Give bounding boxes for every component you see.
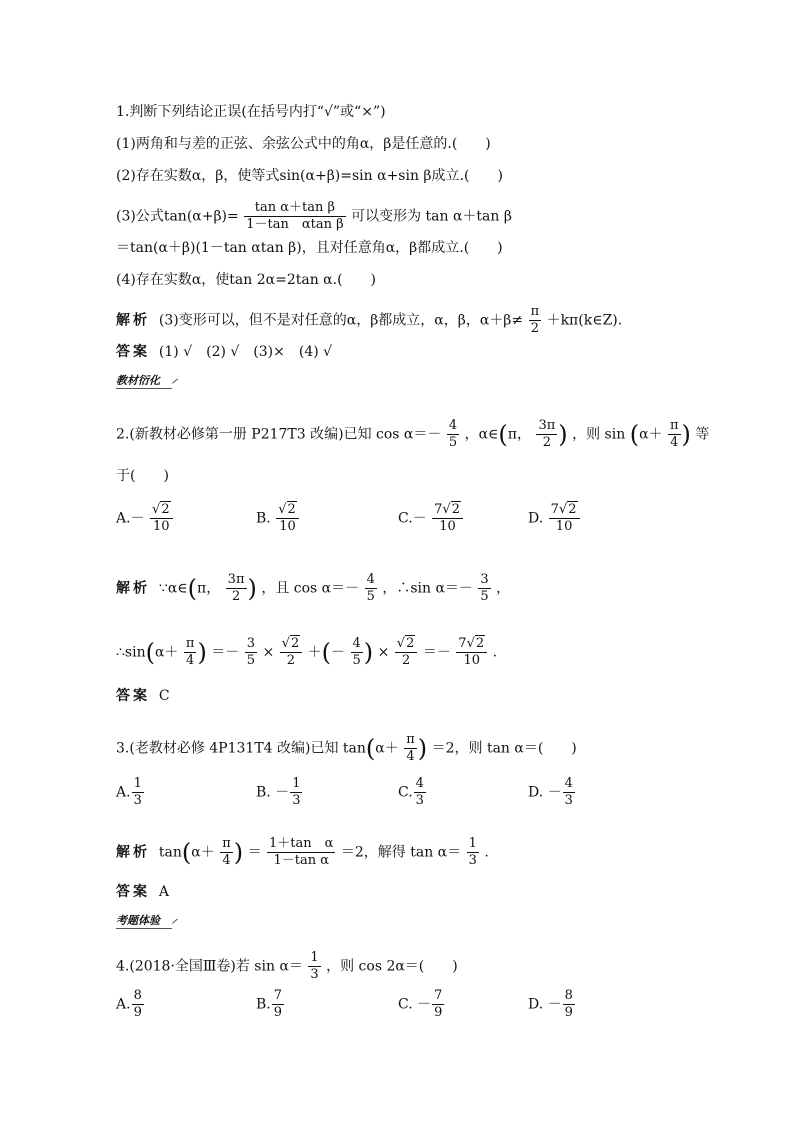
q2-option-c[interactable]: C.－ $\frac{7√2}{10}$ [398, 502, 464, 535]
q4-stem: 4.(2018·全国Ⅲ卷)若 sin α＝ $\frac{1}{3}$ ，则 cos 2α＝( ) [116, 950, 458, 982]
q3-stem: 3.(老教材必修 4P131T4 改编)已知 tan(α＋ $\frac{\pi}{4}$ ) ＝2，则 tan α＝( ) [116, 732, 577, 764]
q1-statement-3-cont: ＝tan(α＋β)(1－tan αtan β)，且对任意角α，β都成立.( ) [116, 240, 503, 256]
section-tag-exam: 考题体验 [116, 912, 160, 928]
q3-option-b[interactable]: B. － $\frac{1}{3}$ [256, 776, 301, 808]
q3-answer: 答案 A [116, 884, 170, 900]
q2-option-d[interactable]: D. $\frac{7√2}{10}$ [528, 502, 581, 535]
q1-statement-3: (3)公式tan(α+β)= $\frac{\text{tan α＋tan β}}{\text{1－tan αtan β}}$ 可以变形为 tan α＋tan β [116, 200, 512, 232]
q4-option-c[interactable]: C. － $\frac{7}{9}$ [398, 988, 443, 1020]
q1-statement-4: (4)存在实数α，使tan 2α=2tan α.( ) [116, 272, 376, 288]
q2-stem: 2.(新教材必修第一册 P217T3 改编)已知 cos α＝－ $\frac{4}{5}$ ，α∈(π， $\frac{3\pi}{2}$ ) ，则 sin (α＋ $\frac{\pi}{4}$ ) 等 [116, 418, 710, 450]
q2-answer: 答案 C [116, 688, 170, 704]
q2-stem-cont: 于( ) [116, 468, 169, 484]
q3-option-d[interactable]: D. － $\frac{4}{3}$ [528, 776, 573, 808]
q2-jiexi-line1: 解析 ∵α∈(π， $\frac{3\pi}{2}$ ) ，且 cos α＝－ $\frac{4}{5}$ ，∴sin α＝－ $\frac{3}{5}$ ， [116, 572, 511, 604]
answer-label: 答案 [116, 344, 150, 360]
q3-option-a[interactable]: A. $\frac{1}{3}$ [116, 776, 142, 808]
jiexi-label: 解析 [116, 312, 150, 329]
q2-option-a[interactable]: A.－ $\frac{√2}{10}$ [116, 502, 174, 535]
q1-jiexi: 解析 (3)变形可以，但不是对任意的α，β都成立，α，β，α＋β≠ $\frac{\pi}{2}$ ＋kπ(k∈Z). [116, 304, 623, 336]
section-tag-textbook: 教材衍化 [116, 372, 160, 388]
q4-option-a[interactable]: A. $\frac{8}{9}$ [116, 988, 142, 1020]
q3-jiexi: 解析 tan(α＋ $\frac{\pi}{4}$ ) ＝ $\frac{\text{1＋tan α}}{\text{1－tan α}}$ ＝2，解得 tan α＝ $\frac{1}{3}$ . [116, 836, 489, 868]
tan-sum-fraction: $\frac{\text{tan α＋tan β}}{\text{1－tan αtan β}}$ [246, 200, 344, 232]
q3-option-c[interactable]: C. $\frac{4}{3}$ [398, 776, 424, 808]
q4-option-b[interactable]: B. $\frac{7}{9}$ [256, 988, 283, 1020]
q1-answer: 答案 (1) √ (2) √ (3)× (4) √ [116, 344, 333, 360]
q2-jiexi-line2: ∴sin(α＋ $\frac{\pi}{4}$ ) ＝－ $\frac{3}{5}$ × $\frac{√2}{2}$ ＋(－ $\frac{4}{5}$ ) × $\frac{√2}{2}$ ＝－ $\frac{7√2}{10}$ . [116, 636, 498, 668]
q1-statement-2: (2)存在实数α，β，使等式sin(α+β)=sin α+sin β成立.( ) [116, 168, 503, 184]
q2-option-b[interactable]: B. $\frac{√2}{10}$ [256, 502, 300, 535]
q1-statement-1: (1)两角和与差的正弦、余弦公式中的角α，β是任意的.( ) [116, 136, 491, 152]
q4-option-d[interactable]: D. － $\frac{8}{9}$ [528, 988, 573, 1020]
q1-title: 1.判断下列结论正误(在括号内打“√”或“×”) [116, 104, 386, 120]
